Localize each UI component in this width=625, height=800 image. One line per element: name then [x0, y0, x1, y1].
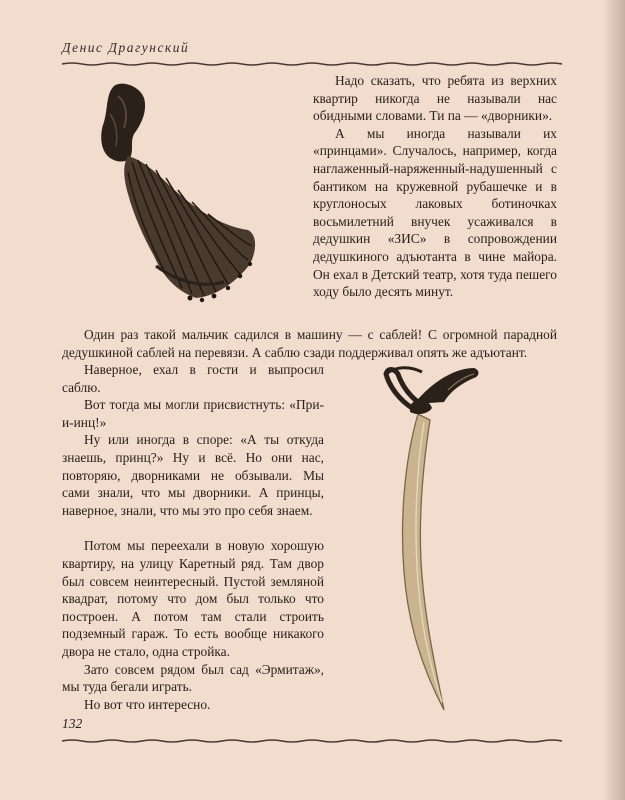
- text-block-right-of-whisk: [313, 72, 557, 301]
- saber-icon: [386, 368, 479, 710]
- paragraph: Потом мы переехали в новую хорошую квартиру, на улицу Каретный ряд. Там двор был совсем неинтересный. Пустой земляной квадрат, потому что дом был только что построен. А потом там стали строить подземный гараж. То есть вообще никакого двора не стало, одна стройка.: [62, 538, 324, 659]
- text-block-full-width: [62, 326, 557, 361]
- paragraph: Один раз такой мальчик садился в машину — с саблей! С огромной парадной дедушкиной саблей на перевязи. А саблю сзади поддерживал опять же адъютант.: [62, 327, 557, 360]
- bottom-ornamental-rule: [62, 738, 562, 744]
- text-block-left-of-saber: [62, 361, 324, 713]
- page-number: 132: [62, 716, 83, 731]
- page-spine-shadow: [603, 0, 625, 800]
- whisk-broom-illustration: [70, 76, 270, 304]
- paragraph: Зато совсем рядом был сад «Эрмитаж», мы туда бегали играть.: [62, 661, 324, 695]
- paragraph: Но вот что интересно.: [84, 696, 211, 712]
- running-title: Денис Драгунский: [62, 40, 190, 55]
- paragraph: Вот тогда мы могли присвистнуть: «При-и-инц!»: [62, 397, 324, 430]
- paragraph: Наверное, ехал в гости и выпросил саблю.: [62, 362, 324, 395]
- paragraph: Надо сказать, что ребята из верхних квартир никогда не называли нас обидными словами. Ти па — «дворники».: [313, 73, 557, 124]
- paragraph: А мы иногда называли их «принцами». Случалось, например, когда наглаженный-наряженный-надушенный с бантиком на кружевной рубашечке и в круглоносых лаковых ботиночках восьмилетний внучек усаживался в дедушкин «ЗИС» в сопровождении дедушкиного адъютанта в чине майора. Он ехал в Детский театр, хотя туда пешего ходу было десять минут.: [313, 125, 557, 300]
- whisk-broom-icon: [101, 84, 255, 303]
- paragraph: Ну или иногда в споре: «А ты откуда знаешь, принц?» Ну и всё. Но они нас, повторяю, дворниками не обзывали. Мы сами знали, что мы дворники. А принцы, наверное, знали, что мы это про себя знаем.: [62, 432, 324, 518]
- saber-illustration: [356, 362, 506, 714]
- top-ornamental-rule: [62, 61, 562, 67]
